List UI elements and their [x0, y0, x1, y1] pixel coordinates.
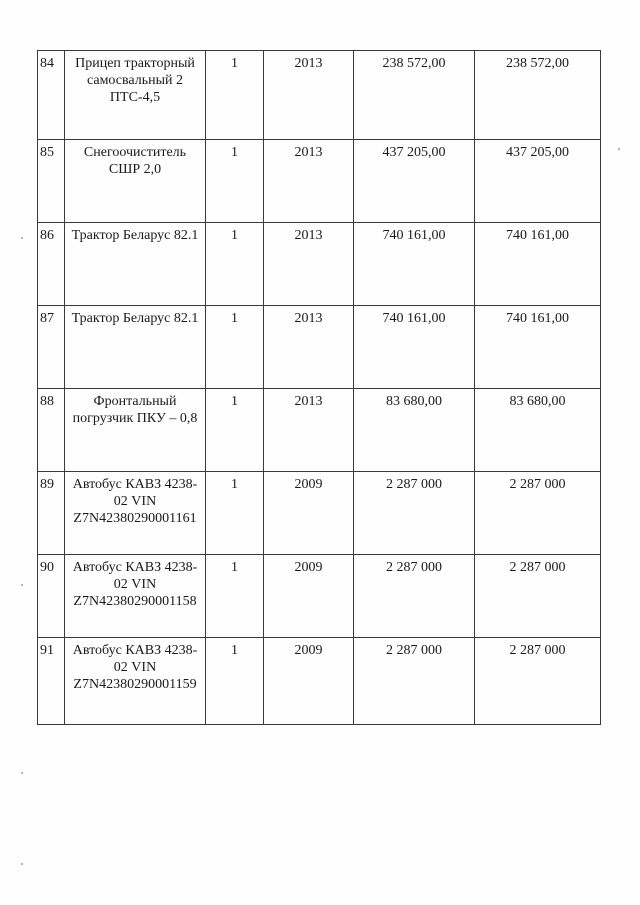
item-price: 83 680,00 [354, 389, 475, 472]
item-quantity: 1 [206, 223, 264, 306]
item-name: Автобус КАВЗ 4238-02 VIN Z7N42380290001161 [65, 472, 206, 555]
item-name: Фронтальный погрузчик ПКУ – 0,8 [65, 389, 206, 472]
item-price: 437 205,00 [354, 140, 475, 223]
table-row [38, 389, 601, 472]
scan-speck [618, 148, 620, 150]
row-number: 87 [38, 306, 65, 389]
item-quantity: 1 [206, 638, 264, 725]
row-number: 91 [38, 638, 65, 725]
row-number: 89 [38, 472, 65, 555]
item-name: Автобус КАВЗ 4238-02 VIN Z7N42380290001158 [65, 555, 206, 638]
item-name: Трактор Беларус 82.1 [65, 223, 206, 306]
row-number: 90 [38, 555, 65, 638]
scan-speck [21, 237, 23, 239]
item-year: 2013 [264, 51, 354, 140]
item-year: 2009 [264, 555, 354, 638]
item-total: 238 572,00 [475, 51, 601, 140]
item-year: 2009 [264, 472, 354, 555]
item-price: 740 161,00 [354, 306, 475, 389]
item-year: 2009 [264, 638, 354, 725]
table-row [38, 51, 601, 140]
item-total: 437 205,00 [475, 140, 601, 223]
item-year: 2013 [264, 389, 354, 472]
item-price: 238 572,00 [354, 51, 475, 140]
row-number: 86 [38, 223, 65, 306]
item-quantity: 1 [206, 51, 264, 140]
scan-speck [21, 584, 23, 586]
table-row [38, 306, 601, 389]
item-quantity: 1 [206, 472, 264, 555]
item-total: 2 287 000 [475, 555, 601, 638]
item-total: 740 161,00 [475, 223, 601, 306]
item-price: 740 161,00 [354, 223, 475, 306]
row-number: 88 [38, 389, 65, 472]
equipment-table [37, 50, 601, 725]
item-year: 2013 [264, 140, 354, 223]
row-number: 84 [38, 51, 65, 140]
item-quantity: 1 [206, 306, 264, 389]
item-quantity: 1 [206, 389, 264, 472]
table-row [38, 140, 601, 223]
item-total: 83 680,00 [475, 389, 601, 472]
item-name: Автобус КАВЗ 4238-02 VIN Z7N42380290001159 [65, 638, 206, 725]
item-price: 2 287 000 [354, 638, 475, 725]
item-name: Снегоочиститель СШР 2,0 [65, 140, 206, 223]
item-price: 2 287 000 [354, 472, 475, 555]
item-year: 2013 [264, 306, 354, 389]
item-year: 2013 [264, 223, 354, 306]
table-row [38, 638, 601, 725]
row-number: 85 [38, 140, 65, 223]
item-name: Прицеп тракторный самосвальный 2 ПТС-4,5 [65, 51, 206, 140]
table-row [38, 555, 601, 638]
item-total: 2 287 000 [475, 638, 601, 725]
item-quantity: 1 [206, 140, 264, 223]
item-name: Трактор Беларус 82.1 [65, 306, 206, 389]
scan-speck [21, 772, 23, 774]
item-price: 2 287 000 [354, 555, 475, 638]
table-row [38, 223, 601, 306]
item-quantity: 1 [206, 555, 264, 638]
item-total: 2 287 000 [475, 472, 601, 555]
scan-speck [21, 863, 23, 865]
item-total: 740 161,00 [475, 306, 601, 389]
table-row [38, 472, 601, 555]
